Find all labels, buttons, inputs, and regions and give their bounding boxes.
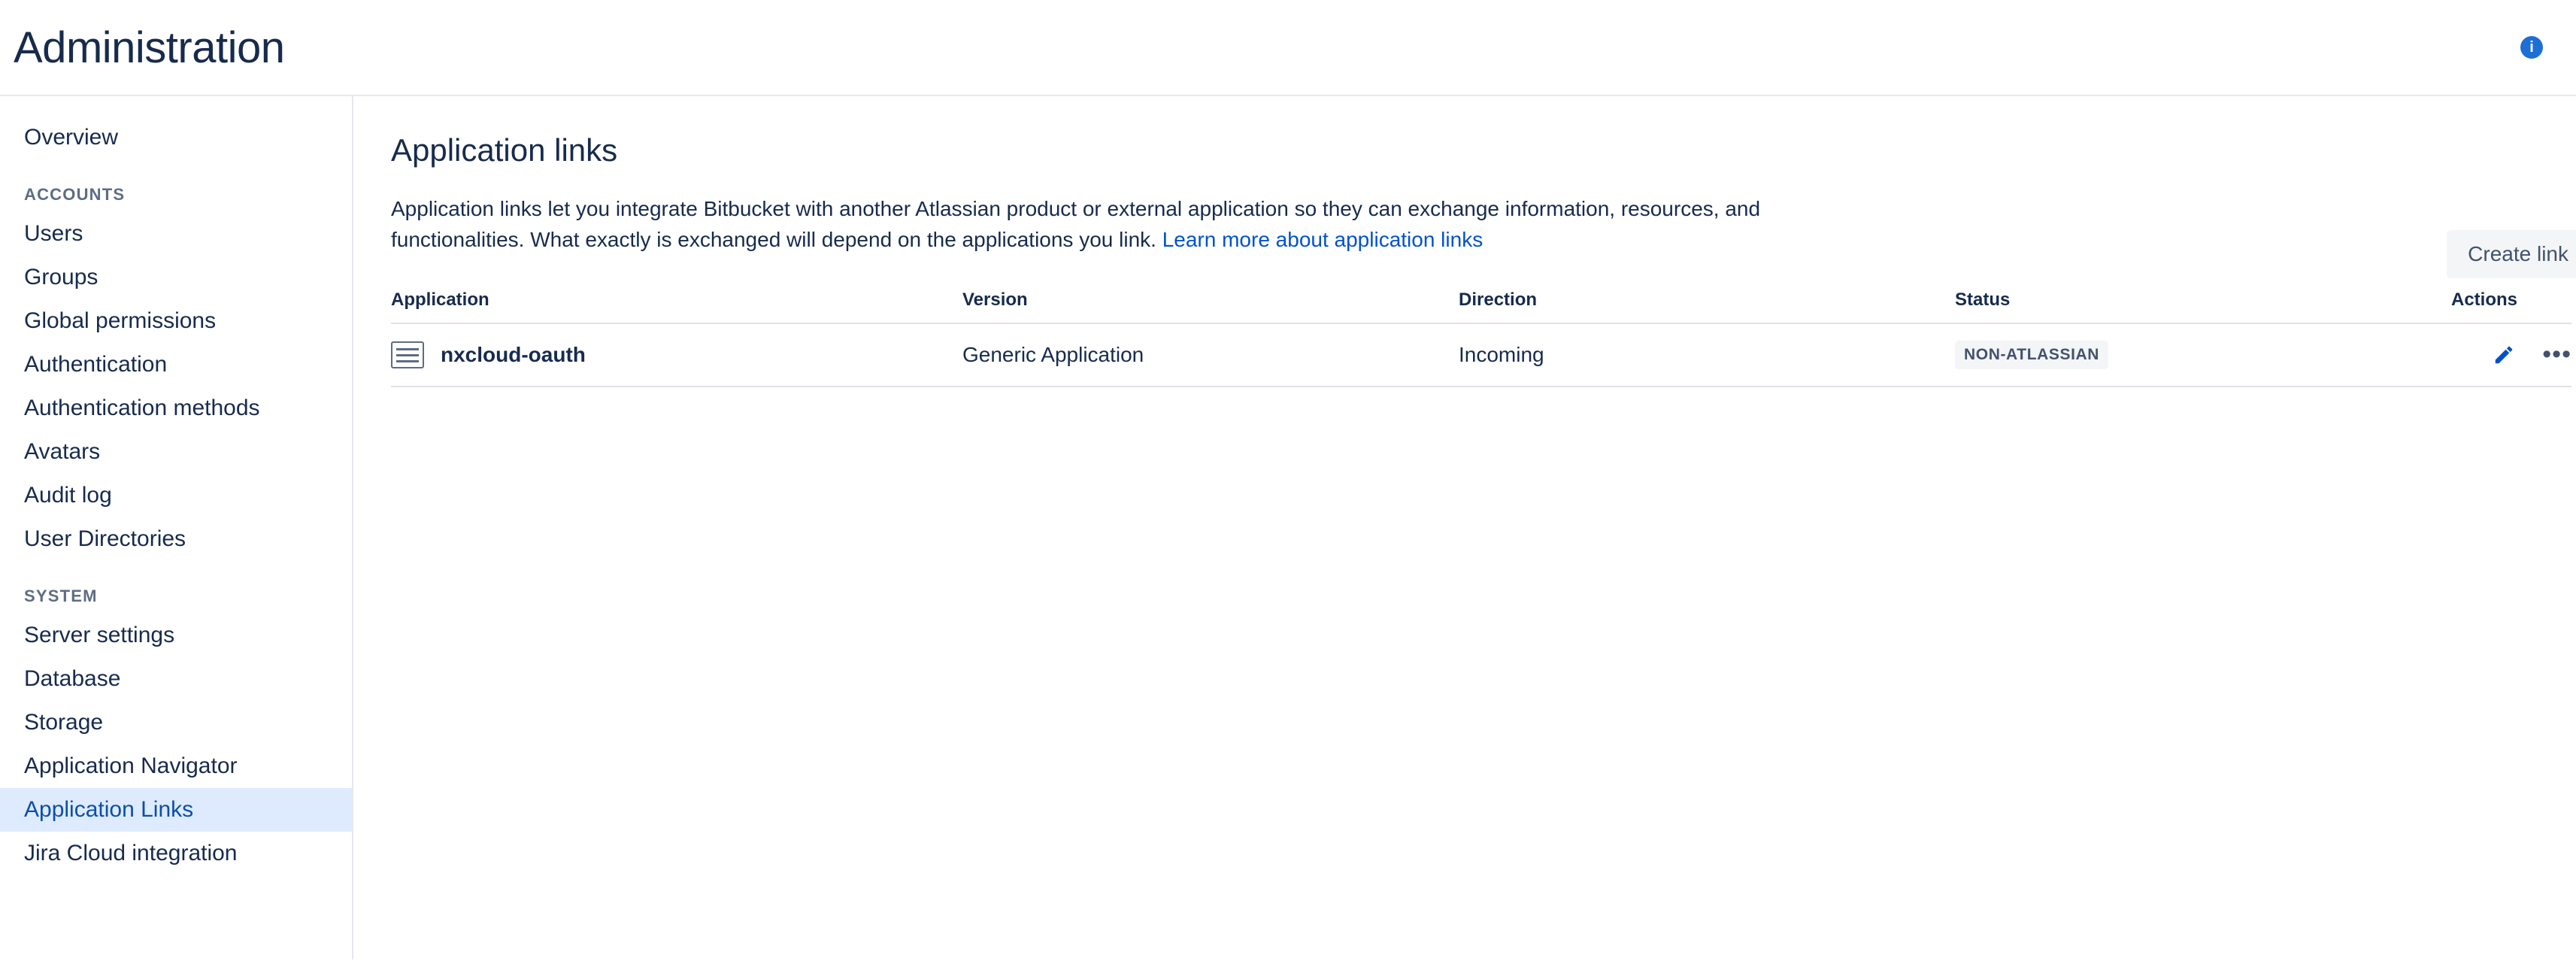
- body-wrapper: [0, 96, 2576, 959]
- sidebar-item-authentication[interactable]: Authentication: [24, 352, 168, 377]
- info-icon[interactable]: i: [2520, 36, 2543, 59]
- main-content: [353, 96, 2576, 959]
- column-header-application: Application: [391, 290, 962, 323]
- admin-sidebar: [0, 96, 353, 959]
- sidebar-item-jira-cloud-integration[interactable]: Jira Cloud integration: [24, 841, 238, 866]
- sidebar-item-application-navigator[interactable]: Application Navigator: [24, 753, 238, 778]
- generic-application-icon: [391, 341, 424, 368]
- column-header-status: Status: [1955, 290, 2451, 323]
- application-name[interactable]: nxcloud-oauth: [441, 343, 586, 367]
- status-badge: NON-ATLASSIAN: [1955, 341, 2108, 369]
- application-links-description: [391, 194, 1805, 255]
- create-link-button[interactable]: Create link: [2447, 230, 2576, 278]
- cell-status: [1955, 323, 2451, 387]
- sidebar-item-global-permissions[interactable]: Global permissions: [24, 308, 217, 333]
- sidebar-item-overview[interactable]: Overview: [24, 125, 119, 150]
- column-header-actions: Actions: [2451, 290, 2571, 323]
- cell-application: [391, 323, 962, 387]
- sidebar-item-storage[interactable]: Storage: [24, 710, 104, 735]
- learn-more-link[interactable]: Learn more about application links: [1162, 227, 1483, 251]
- admin-header: [0, 0, 2576, 96]
- cell-actions: [2451, 323, 2571, 387]
- table-header-row: [391, 290, 2571, 323]
- sidebar-section-accounts-title: ACCOUNTS: [24, 185, 126, 204]
- sidebar-item-server-settings[interactable]: Server settings: [24, 623, 175, 647]
- sidebar-item-authentication-methods[interactable]: Authentication methods: [24, 396, 260, 420]
- column-header-direction: Direction: [1459, 290, 1955, 323]
- content-title: Application links: [391, 132, 618, 168]
- sidebar-item-avatars[interactable]: Avatars: [24, 439, 101, 464]
- row-actions: [2451, 340, 2571, 369]
- application-cell-content: [391, 341, 962, 368]
- edit-icon[interactable]: [2493, 344, 2515, 366]
- column-header-version: Version: [962, 290, 1459, 323]
- cell-direction: Incoming: [1459, 323, 1955, 387]
- table-header: [391, 290, 2571, 323]
- sidebar-item-audit-log[interactable]: Audit log: [24, 483, 112, 508]
- sidebar-item-user-directories[interactable]: User Directories: [24, 526, 186, 551]
- description-text: Application links let you integrate Bitbucket with another Atlassian product or external application so they can exchange information, resources, and functionalities. What exactly is exchanged will depend on the applications you link.: [391, 197, 1761, 251]
- sidebar-item-database[interactable]: Database: [24, 666, 121, 691]
- sidebar-item-users[interactable]: Users: [24, 221, 83, 246]
- cell-version: Generic Application: [962, 323, 1459, 387]
- table-row: [391, 323, 2571, 387]
- page-heading: Administration: [14, 23, 285, 72]
- sidebar-section-system-title: SYSTEM: [24, 587, 98, 605]
- sidebar-item-groups[interactable]: Groups: [24, 265, 98, 290]
- sidebar-item-application-links[interactable]: Application Links: [0, 788, 352, 832]
- more-actions-icon[interactable]: •••: [2542, 340, 2571, 369]
- table-body: [391, 323, 2571, 387]
- application-links-table: [391, 290, 2571, 387]
